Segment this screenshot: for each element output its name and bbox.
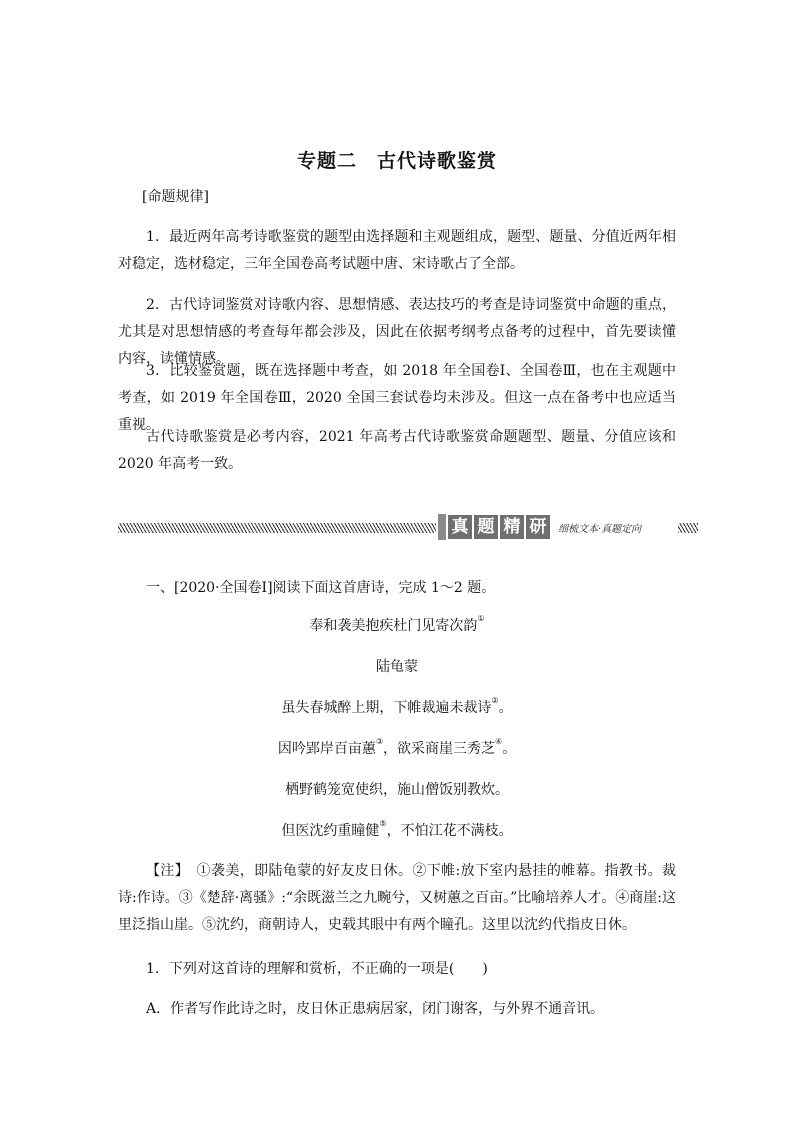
banner-char-3: 精 [500,515,524,539]
section-label: [命题规律] [142,189,209,205]
exercise-intro: 一、[2020·全国卷Ⅰ]阅读下面这首唐诗，完成 1～2 题。 [146,580,496,596]
rule-paragraph-1: 1．最近两年高考诗歌鉴赏的题型由选择题和主观题组成，题型、题量、分值近两年相对稳定，选材稳定，三年全国卷高考试题中唐、宋诗歌占了全部。 [118,229,676,272]
banner-hatch-right [678,523,698,533]
rule-paragraph-3: 3．比较鉴赏题，既在选择题中考查，如 2018 年全国卷Ⅰ、全国卷Ⅲ，也在主观题中考查，如 2019 年全国卷Ⅲ，2020 全国三套试卷均未涉及。但这一点在备考中也应适当重视。 [118,363,676,433]
poem-notes: 【注】 ①袭美，即陆龟蒙的好友皮日休。②下帷:放下室内悬挂的帷幕。指教书。裁诗:作诗。③《楚辞·离骚》:“余既滋兰之九畹兮，又树蕙之百亩。”比喻培养人才。④商崖:这里泛指山崖。⑤沈约，商朝诗人，史载其眼中有两个瞳孔。这里以沈约代指皮日休。 [118,863,676,933]
banner-char-4: 研 [526,515,550,539]
banner-char-2: 题 [474,515,498,539]
poem-line-1: 虽失春城醉上期，下帷裁遍未裁诗②。 [281,696,513,716]
poem-line-2: 因吟郢岸百亩蕙③，欲采商崖三秀芝④。 [277,737,517,757]
poem-line-3: 栖野鹤笼宽使织，施山僧饭别教炊。 [285,782,509,798]
page-title: 专题二 古代诗歌鉴赏 [296,150,497,172]
section-banner [118,514,698,540]
poem-author: 陆龟蒙 [376,659,418,675]
poem-title: 奉和袭美抱疾杜门见寄次韵① [309,614,485,634]
summary-paragraph: 古代诗歌鉴赏是必考内容，2021 年高考古代诗歌鉴赏命题题型、题量、分值应该和 2020 年高考一致。 [118,429,676,472]
rule-paragraph-2: 2．古代诗词鉴赏对诗歌内容、思想情感、表达技巧的考查是诗词鉴赏中命题的重点，尤其是对思想情感的考查每年都会涉及，因此在依据考纲考点备考的过程中，首先要读懂内容，读懂情感。 [118,297,676,367]
banner-marker [438,514,446,540]
banner-subtitle: 细梳文本·真题定向 [558,523,642,535]
banner-heading [438,514,641,540]
banner-char-1: 真 [448,515,472,539]
option-a: A．作者写作此诗之时，皮日休正患病居家，闭门谢客，与外界不通音讯。 [146,1001,605,1017]
banner-hatch-left [118,523,436,533]
poem-line-4: 但医沈约重瞳健⑤，不怕江花不满枝。 [281,819,513,839]
question-1: 1．下列对这首诗的理解和赏析，不正确的一项是( ) [146,961,488,977]
